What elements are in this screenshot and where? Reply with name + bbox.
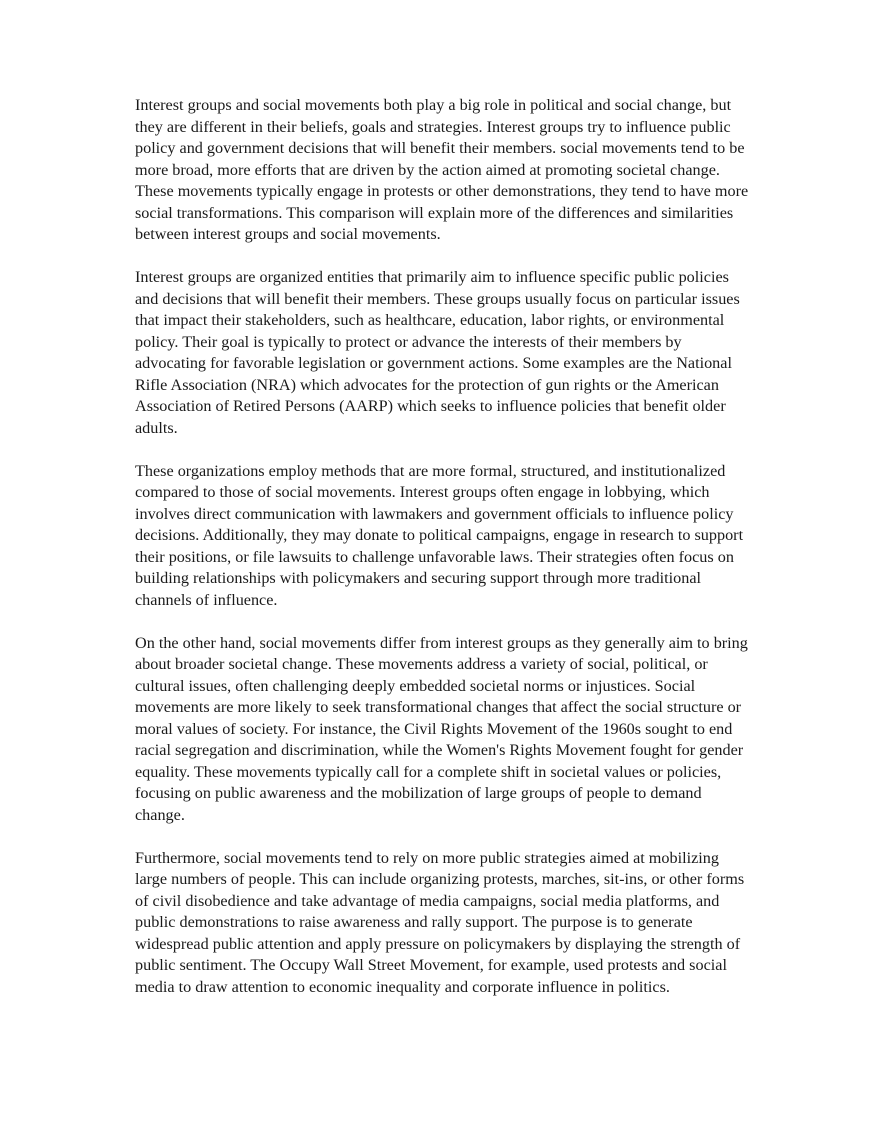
- paragraph-social-movements: On the other hand, social movements differ from interest groups as they generally aim to bring about broader societal change. These movements address a variety of social, political, or cultural issues, often challenging deeply embedded societal norms or injustices. Social movements are more likely to seek transformational changes that affect the social structure or moral values of society. For instance, the Civil Rights Movement of the 1960s sought to end racial segregation and discrimination, while the Women's Rights Movement fought for gender equality. These movements typically call for a complete shift in societal values or policies, focusing on public awareness and the mobilization of large groups of people to demand change.: [135, 633, 748, 824]
- paragraph-interest-groups: Interest groups are organized entities that primarily aim to influence specific public policies and decisions that will benefit their members. These groups usually focus on particular issues that impact their stakeholders, such as healthcare, education, labor rights, or environmental policy. Their goal is typically to protect or advance the interests of their members by advocating for favorable legislation or government actions. Some examples are the National Rifle Association (NRA) which advocates for the protection of gun rights or the American Association of Retired Persons (AARP) which seeks to influence policies that benefit older adults.: [135, 268, 740, 437]
- document-body: [135, 95, 750, 998]
- paragraph-social-movement-strategies: Furthermore, social movements tend to rely on more public strategies aimed at mobilizing large numbers of people. This can include organizing protests, marches, sit-ins, or other forms of civil disobedience and take advantage of media campaigns, social media platforms, and public demonstrations to raise awareness and rally support. The purpose is to generate widespread public attention and apply pressure on policymakers by displaying the strength of public sentiment. The Occupy Wall Street Movement, for example, used protests and social media to draw attention to economic inequality and corporate influence in politics.: [135, 848, 745, 996]
- paragraph-interest-group-methods: These organizations employ methods that are more formal, structured, and institutionalized compared to those of social movements. Interest groups often engage in lobbying, which involves direct communication with lawmakers and government officials to influence policy decisions. Additionally, they may donate to political campaigns, engage in research to support their positions, or file lawsuits to challenge unfavorable laws. Their strategies often focus on building relationships with policymakers and securing support through more traditional channels of influence.: [135, 461, 744, 609]
- paragraph-introduction: Interest groups and social movements both play a big role in political and social change, but they are different in their beliefs, goals and strategies. Interest groups try to influence public policy and government decisions that will benefit their members. social movements tend to be more broad, more efforts that are driven by the action aimed at promoting societal change. These movements typically engage in protests or other demonstrations, they tend to have more social transformations. This comparison will explain more of the differences and similarities between interest groups and social movements.: [135, 96, 749, 243]
